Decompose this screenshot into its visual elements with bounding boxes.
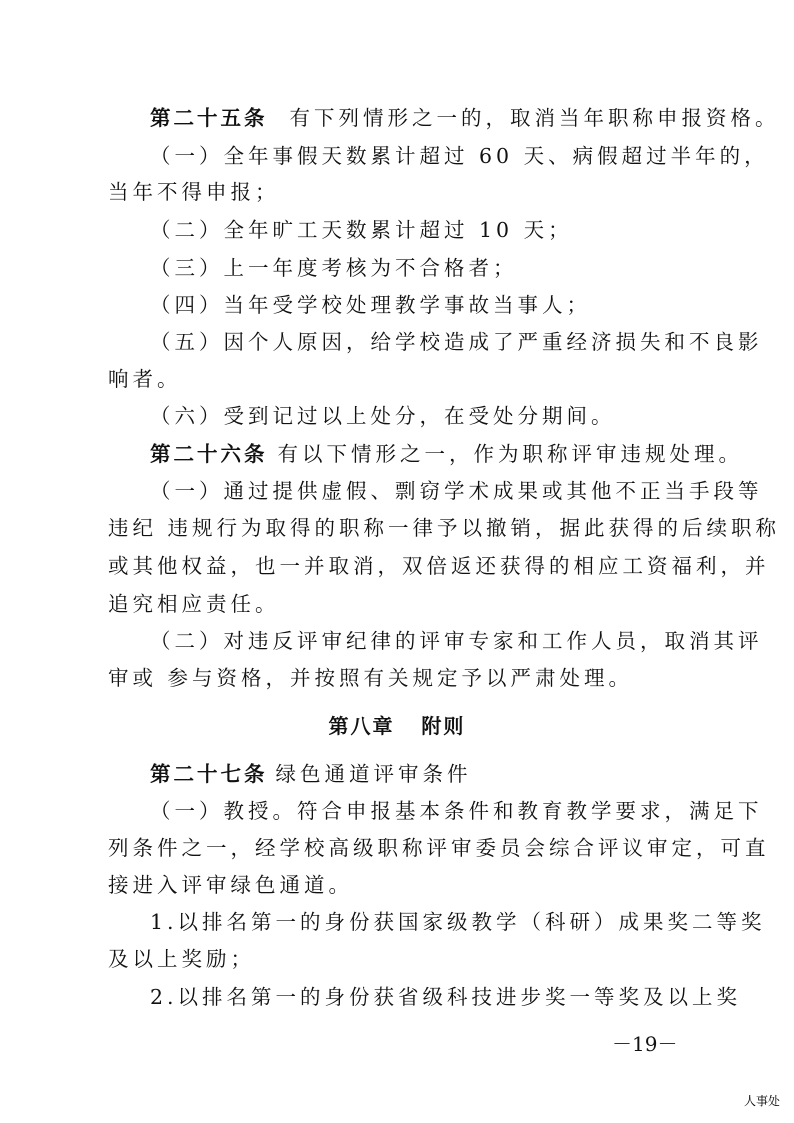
article-27-intro: 绿色通道评审条件 xyxy=(275,762,472,786)
article-25-item-5: （五）因个人原因，给学校造成了严重经济损失和不良影 xyxy=(150,330,763,354)
article-26-item-1-cont-1: 违纪 违规行为取得的职称一律予以撤销，据此获得的后续职称 xyxy=(108,516,781,540)
article-26-item-1-cont-2: 或其他权益，也一并取消，双倍返还获得的相应工资福利，并 xyxy=(108,554,770,578)
article-25-intro: 有下列情形之一的，取消当年职称申报资格。 xyxy=(289,106,780,130)
article-25-item-1: （一）全年事假天数累计超过 60 天、病假超过半年的， xyxy=(150,144,769,168)
article-26-item-1: （一）通过提供虚假、剽窃学术成果或其他不正当手段等 xyxy=(150,479,763,503)
department-label: 人事处 xyxy=(744,1094,781,1108)
article-26-title: 第二十六条 xyxy=(150,442,268,466)
article-26-item-2-cont: 审或 参与资格，并按照有关规定予以严肃处理。 xyxy=(108,666,634,690)
article-27-subitem-1-cont: 及以上奖励； xyxy=(108,947,255,971)
article-27-subitem-2: 2.以排名第一的身份获省级科技进步奖一等奖及以上奖 xyxy=(150,985,742,1009)
article-25-item-3: （三）上一年度考核为不合格者； xyxy=(150,256,518,280)
article-27-heading xyxy=(150,760,690,788)
article-26-item-2: （二）对违反评审纪律的评审专家和工作人员，取消其评 xyxy=(150,629,763,653)
article-27-title: 第二十七条 xyxy=(150,762,268,786)
article-25-item-2: （二）全年旷工天数累计超过 10 天； xyxy=(150,218,573,242)
article-26-item-1-cont-3: 追究相应责任。 xyxy=(108,592,280,616)
article-26-intro: 有以下情形之一，作为职称评审违规处理。 xyxy=(277,442,743,466)
article-25-item-6: （六）受到记过以上处分，在受处分期间。 xyxy=(150,404,616,428)
article-25-item-1-cont: 当年不得申报； xyxy=(108,180,280,204)
article-27-item-1-cont-1: 列条件之一，经学校高级职称评审委员会综合评议审定，可直 xyxy=(108,836,770,860)
article-27-item-1: （一）教授。符合申报基本条件和教育教学要求，满足下 xyxy=(150,799,763,823)
article-27-subitem-1: 1.以排名第一的身份获国家级教学（科研）成果奖二等奖 xyxy=(150,910,766,934)
article-26-heading xyxy=(150,440,743,468)
article-25-item-5-cont: 响者。 xyxy=(108,367,182,391)
article-25-title: 第二十五条 xyxy=(150,106,268,130)
article-27-item-1-cont-2: 接进入评审绿色通道。 xyxy=(108,873,353,897)
article-25-heading xyxy=(150,104,780,132)
page-number: －19－ xyxy=(612,1032,678,1056)
article-25-item-4: （四）当年受学校处理教学事故当事人； xyxy=(150,293,591,317)
chapter-title: 第八章 附则 xyxy=(328,714,466,738)
